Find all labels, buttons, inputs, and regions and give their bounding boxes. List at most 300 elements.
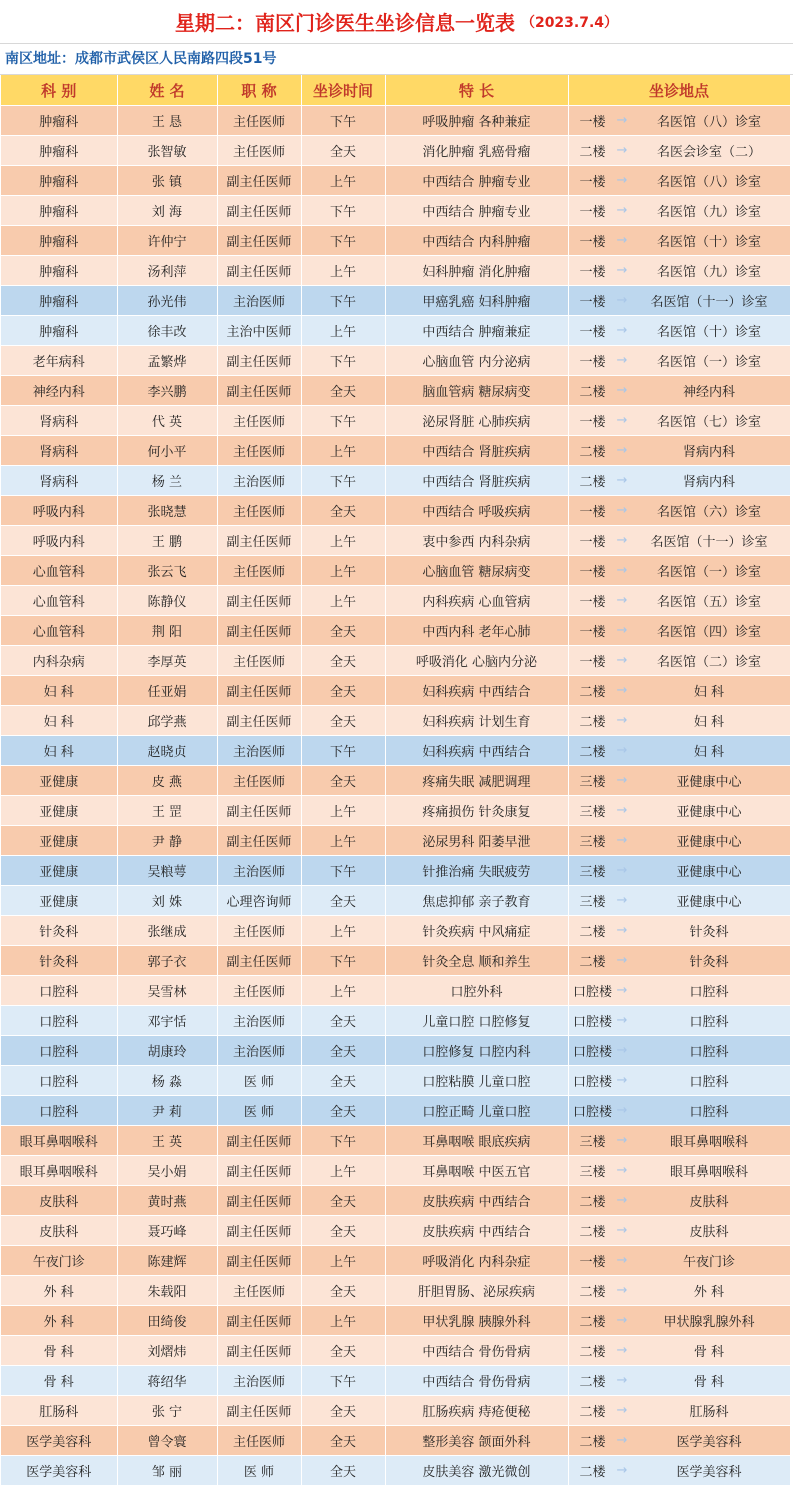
doctor-name-cell: 田绮俊 — [117, 1306, 217, 1336]
location-cell — [568, 346, 790, 376]
clinic-time-cell: 下午 — [301, 856, 385, 886]
clinic-time-cell: 全天 — [301, 496, 385, 526]
dept-cell: 心血管科 — [1, 586, 117, 616]
arrow-right-icon: → — [616, 1043, 628, 1058]
clinic-time-cell: 上午 — [301, 796, 385, 826]
location-cell — [568, 1366, 790, 1396]
floor-label: 三楼 — [579, 895, 606, 910]
dept-cell: 老年病科 — [1, 346, 117, 376]
specialty-cell: 口腔正畸 儿童口腔 — [385, 1096, 568, 1126]
room-label: 医学美容科 — [676, 1465, 742, 1480]
room-label: 名医馆（五）诊室 — [656, 595, 761, 610]
location-cell — [568, 1006, 790, 1036]
floor-label: 二楼 — [579, 955, 606, 970]
location-cell — [568, 1456, 790, 1486]
doctor-name-cell: 刘 姝 — [117, 886, 217, 916]
specialty-cell: 针推治痛 失眠疲劳 — [385, 856, 568, 886]
dept-cell: 亚健康 — [1, 766, 117, 796]
floor-label: 一楼 — [579, 325, 606, 340]
room-label: 皮肤科 — [689, 1195, 729, 1210]
specialty-cell: 妇科疾病 中西结合 — [385, 676, 568, 706]
dept-cell: 妇 科 — [1, 736, 117, 766]
dept-cell: 眼耳鼻咽喉科 — [1, 1156, 117, 1186]
room-label: 口腔科 — [689, 1045, 729, 1060]
location-cell — [568, 256, 790, 286]
room-label: 甲状腺乳腺外科 — [663, 1315, 755, 1330]
clinic-time-cell: 上午 — [301, 916, 385, 946]
room-label: 名医馆（一）诊室 — [656, 565, 761, 580]
specialty-cell: 皮肤美容 激光微创 — [385, 1456, 568, 1486]
arrow-right-icon: → — [616, 503, 628, 518]
specialty-cell: 整形美容 颌面外科 — [385, 1426, 568, 1456]
floor-label: 口腔楼 — [572, 1105, 612, 1120]
address-line: 南区地址：成都市武侯区人民南路四段51号 — [0, 44, 793, 75]
arrow-right-icon: → — [616, 563, 628, 578]
dept-cell: 口腔科 — [1, 1096, 117, 1126]
clinic-time-cell: 全天 — [301, 1096, 385, 1126]
floor-label: 一楼 — [579, 265, 606, 280]
doctor-name-cell: 吴雪林 — [117, 976, 217, 1006]
table-row — [1, 1156, 790, 1186]
specialty-cell: 肛肠疾病 痔疮便秘 — [385, 1396, 568, 1426]
header-name: 姓 名 — [117, 75, 217, 106]
doctor-name-cell: 邓宇恬 — [117, 1006, 217, 1036]
doctor-name-cell: 黄时燕 — [117, 1186, 217, 1216]
arrow-right-icon: → — [616, 773, 628, 788]
floor-label: 二楼 — [579, 1345, 606, 1360]
arrow-right-icon: → — [616, 143, 628, 158]
clinic-time-cell: 全天 — [301, 706, 385, 736]
doctor-title-cell: 医 师 — [217, 1066, 301, 1096]
doctor-title-cell: 主任医师 — [217, 646, 301, 676]
doctor-name-cell: 曾令寰 — [117, 1426, 217, 1456]
location-cell — [568, 406, 790, 436]
clinic-time-cell: 下午 — [301, 1126, 385, 1156]
specialty-cell: 耳鼻咽喉 中医五官 — [385, 1156, 568, 1186]
location-cell — [568, 1396, 790, 1426]
arrow-right-icon: → — [616, 443, 628, 458]
location-cell — [568, 1096, 790, 1126]
dept-cell: 肛肠科 — [1, 1396, 117, 1426]
schedule-table — [1, 75, 791, 1486]
doctor-name-cell: 汤利萍 — [117, 256, 217, 286]
location-cell — [568, 226, 790, 256]
arrow-right-icon: → — [616, 533, 628, 548]
location-cell — [568, 376, 790, 406]
dept-cell: 医学美容科 — [1, 1426, 117, 1456]
page-date: （2023.7.4） — [520, 14, 619, 31]
doctor-name-cell: 吴小娟 — [117, 1156, 217, 1186]
specialty-cell: 心脑血管 糖尿病变 — [385, 556, 568, 586]
arrow-right-icon: → — [616, 1223, 628, 1238]
floor-label: 三楼 — [579, 1135, 606, 1150]
dept-cell: 口腔科 — [1, 1006, 117, 1036]
table-row — [1, 256, 790, 286]
doctor-title-cell: 副主任医师 — [217, 826, 301, 856]
doctor-title-cell: 主任医师 — [217, 106, 301, 136]
clinic-time-cell: 上午 — [301, 556, 385, 586]
table-row — [1, 946, 790, 976]
floor-label: 一楼 — [579, 535, 606, 550]
clinic-time-cell: 全天 — [301, 646, 385, 676]
clinic-time-cell: 下午 — [301, 346, 385, 376]
doctor-title-cell: 副主任医师 — [217, 1216, 301, 1246]
room-label: 名医馆（四）诊室 — [656, 625, 761, 640]
doctor-name-cell: 杨 兰 — [117, 466, 217, 496]
clinic-time-cell: 全天 — [301, 1186, 385, 1216]
table-row — [1, 766, 790, 796]
floor-label: 二楼 — [579, 1465, 606, 1480]
arrow-right-icon: → — [616, 1403, 628, 1418]
location-cell — [568, 1276, 790, 1306]
location-cell — [568, 676, 790, 706]
room-label: 名医馆（一）诊室 — [656, 355, 761, 370]
clinic-time-cell: 下午 — [301, 466, 385, 496]
location-cell — [568, 286, 790, 316]
table-body — [1, 106, 790, 1486]
table-row — [1, 676, 790, 706]
clinic-time-cell: 下午 — [301, 736, 385, 766]
doctor-name-cell: 朱载阳 — [117, 1276, 217, 1306]
table-row — [1, 1066, 790, 1096]
specialty-cell: 中西内科 老年心肺 — [385, 616, 568, 646]
room-label: 肾病内科 — [682, 445, 735, 460]
clinic-time-cell: 全天 — [301, 376, 385, 406]
dept-cell: 针灸科 — [1, 916, 117, 946]
arrow-right-icon: → — [616, 1253, 628, 1268]
location-cell — [568, 1156, 790, 1186]
table-row — [1, 1366, 790, 1396]
specialty-cell: 甲癌乳癌 妇科肿瘤 — [385, 286, 568, 316]
doctor-name-cell: 李厚英 — [117, 646, 217, 676]
room-label: 妇 科 — [693, 745, 725, 760]
arrow-right-icon: → — [616, 713, 628, 728]
doctor-title-cell: 副主任医师 — [217, 256, 301, 286]
location-cell — [568, 886, 790, 916]
header-specialty: 特 长 — [385, 75, 568, 106]
clinic-time-cell: 全天 — [301, 1276, 385, 1306]
specialty-cell: 口腔外科 — [385, 976, 568, 1006]
arrow-right-icon: → — [616, 1313, 628, 1328]
header-location: 坐诊地点 — [568, 75, 790, 106]
location-cell — [568, 796, 790, 826]
dept-cell: 外 科 — [1, 1276, 117, 1306]
table-row — [1, 286, 790, 316]
table-row — [1, 1456, 790, 1486]
table-row — [1, 376, 790, 406]
table-row — [1, 796, 790, 826]
room-label: 名医馆（九）诊室 — [656, 205, 761, 220]
doctor-title-cell: 副主任医师 — [217, 1186, 301, 1216]
room-label: 亚健康中心 — [676, 895, 742, 910]
dept-cell: 内科杂病 — [1, 646, 117, 676]
arrow-right-icon: → — [616, 263, 628, 278]
room-label: 口腔科 — [689, 1075, 729, 1090]
specialty-cell: 妇科疾病 计划生育 — [385, 706, 568, 736]
clinic-time-cell: 全天 — [301, 766, 385, 796]
doctor-name-cell: 荆 阳 — [117, 616, 217, 646]
doctor-title-cell: 主治医师 — [217, 466, 301, 496]
clinic-time-cell: 上午 — [301, 526, 385, 556]
specialty-cell: 针灸全息 顺和养生 — [385, 946, 568, 976]
floor-label: 一楼 — [579, 565, 606, 580]
specialty-cell: 焦虑抑郁 亲子教育 — [385, 886, 568, 916]
doctor-name-cell: 赵晓贞 — [117, 736, 217, 766]
specialty-cell: 中西结合 肿瘤专业 — [385, 166, 568, 196]
dept-cell: 肿瘤科 — [1, 226, 117, 256]
location-cell — [568, 916, 790, 946]
location-cell — [568, 586, 790, 616]
doctor-name-cell: 刘 海 — [117, 196, 217, 226]
doctor-title-cell: 主治中医师 — [217, 316, 301, 346]
clinic-time-cell: 全天 — [301, 1216, 385, 1246]
table-row — [1, 1306, 790, 1336]
doctor-title-cell: 副主任医师 — [217, 676, 301, 706]
location-cell — [568, 316, 790, 346]
doctor-name-cell: 张智敏 — [117, 136, 217, 166]
doctor-name-cell: 徐丰改 — [117, 316, 217, 346]
table-row — [1, 736, 790, 766]
specialty-cell: 泌尿男科 阳萎早泄 — [385, 826, 568, 856]
doctor-title-cell: 副主任医师 — [217, 616, 301, 646]
floor-label: 二楼 — [579, 685, 606, 700]
floor-label: 口腔楼 — [572, 1045, 612, 1060]
floor-label: 二楼 — [579, 1435, 606, 1450]
doctor-title-cell: 主任医师 — [217, 1276, 301, 1306]
arrow-right-icon: → — [616, 863, 628, 878]
clinic-time-cell: 下午 — [301, 106, 385, 136]
location-cell — [568, 706, 790, 736]
table-row — [1, 1336, 790, 1366]
doctor-title-cell: 主任医师 — [217, 1426, 301, 1456]
location-cell — [568, 556, 790, 586]
clinic-time-cell: 全天 — [301, 1006, 385, 1036]
location-cell — [568, 106, 790, 136]
location-cell — [568, 766, 790, 796]
clinic-time-cell: 全天 — [301, 1036, 385, 1066]
doctor-name-cell: 杨 淼 — [117, 1066, 217, 1096]
floor-label: 二楼 — [579, 925, 606, 940]
doctor-title-cell: 主任医师 — [217, 556, 301, 586]
table-row — [1, 586, 790, 616]
table-row — [1, 1126, 790, 1156]
specialty-cell: 口腔粘膜 儿童口腔 — [385, 1066, 568, 1096]
floor-label: 二楼 — [579, 1285, 606, 1300]
room-label: 亚健康中心 — [676, 775, 742, 790]
specialty-cell: 妇科疾病 中西结合 — [385, 736, 568, 766]
floor-label: 三楼 — [579, 1165, 606, 1180]
specialty-cell: 呼吸消化 心脑内分泌 — [385, 646, 568, 676]
dept-cell: 肿瘤科 — [1, 136, 117, 166]
page-title: 星期二：南区门诊医生坐诊信息一览表 — [174, 11, 515, 35]
doctor-name-cell: 许仲宁 — [117, 226, 217, 256]
table-row — [1, 1246, 790, 1276]
doctor-title-cell: 副主任医师 — [217, 1246, 301, 1276]
specialty-cell: 中西结合 肿瘤专业 — [385, 196, 568, 226]
doctor-title-cell: 医 师 — [217, 1456, 301, 1486]
doctor-name-cell: 王 恳 — [117, 106, 217, 136]
doctor-name-cell: 陈建辉 — [117, 1246, 217, 1276]
doctor-title-cell: 主治医师 — [217, 1366, 301, 1396]
doctor-name-cell: 陈静仪 — [117, 586, 217, 616]
room-label: 神经内科 — [682, 385, 735, 400]
specialty-cell: 呼吸消化 内科杂症 — [385, 1246, 568, 1276]
specialty-cell: 针灸疾病 中风痛症 — [385, 916, 568, 946]
table-row — [1, 616, 790, 646]
room-label: 名医馆（八）诊室 — [656, 175, 761, 190]
specialty-cell: 泌尿肾脏 心肺疾病 — [385, 406, 568, 436]
clinic-time-cell: 全天 — [301, 886, 385, 916]
table-row — [1, 166, 790, 196]
table-row — [1, 916, 790, 946]
table-row — [1, 196, 790, 226]
clinic-time-cell: 全天 — [301, 1396, 385, 1426]
room-label: 名医馆（九）诊室 — [656, 265, 761, 280]
room-label: 肛肠科 — [689, 1405, 729, 1420]
floor-label: 二楼 — [579, 1225, 606, 1240]
floor-label: 一楼 — [579, 115, 606, 130]
room-label: 口腔科 — [689, 1015, 729, 1030]
room-label: 名医馆（十一）诊室 — [650, 295, 768, 310]
location-cell — [568, 1426, 790, 1456]
specialty-cell: 中西结合 内科肿瘤 — [385, 226, 568, 256]
table-row — [1, 706, 790, 736]
specialty-cell: 消化肿瘤 乳癌骨瘤 — [385, 136, 568, 166]
dept-cell: 皮肤科 — [1, 1216, 117, 1246]
doctor-title-cell: 医 师 — [217, 1096, 301, 1126]
floor-label: 一楼 — [579, 625, 606, 640]
doctor-name-cell: 皮 燕 — [117, 766, 217, 796]
table-row — [1, 316, 790, 346]
doctor-title-cell: 主治医师 — [217, 856, 301, 886]
floor-label: 二楼 — [579, 445, 606, 460]
doctor-name-cell: 吴粮萼 — [117, 856, 217, 886]
dept-cell: 亚健康 — [1, 856, 117, 886]
specialty-cell: 呼吸肿瘤 各种兼症 — [385, 106, 568, 136]
dept-cell: 心血管科 — [1, 556, 117, 586]
clinic-time-cell: 上午 — [301, 1246, 385, 1276]
doctor-name-cell: 李兴鹏 — [117, 376, 217, 406]
specialty-cell: 中西结合 肾脏疾病 — [385, 436, 568, 466]
location-cell — [568, 1216, 790, 1246]
arrow-right-icon: → — [616, 803, 628, 818]
floor-label: 一楼 — [579, 295, 606, 310]
location-cell — [568, 1336, 790, 1366]
location-cell — [568, 646, 790, 676]
room-label: 午夜门诊 — [682, 1255, 735, 1270]
table-row — [1, 976, 790, 1006]
room-label: 名医馆（十一）诊室 — [650, 535, 768, 550]
dept-cell: 肿瘤科 — [1, 196, 117, 226]
doctor-title-cell: 副主任医师 — [217, 346, 301, 376]
doctor-name-cell: 胡康玲 — [117, 1036, 217, 1066]
location-cell — [568, 826, 790, 856]
room-label: 骨 科 — [693, 1375, 725, 1390]
clinic-time-cell: 全天 — [301, 1066, 385, 1096]
location-cell — [568, 1306, 790, 1336]
table-row — [1, 1216, 790, 1246]
doctor-name-cell: 刘熠炜 — [117, 1336, 217, 1366]
table-row — [1, 886, 790, 916]
page-title-bar — [0, 0, 793, 44]
room-label: 亚健康中心 — [676, 805, 742, 820]
room-label: 亚健康中心 — [676, 835, 742, 850]
doctor-title-cell: 副主任医师 — [217, 1156, 301, 1186]
specialty-cell: 肝胆胃肠、泌尿疾病 — [385, 1276, 568, 1306]
doctor-name-cell: 蒋绍华 — [117, 1366, 217, 1396]
table-row — [1, 406, 790, 436]
dept-cell: 骨 科 — [1, 1336, 117, 1366]
specialty-cell: 口腔修复 口腔内科 — [385, 1036, 568, 1066]
doctor-title-cell: 副主任医师 — [217, 706, 301, 736]
room-label: 名医馆（十）诊室 — [656, 325, 761, 340]
arrow-right-icon: → — [616, 1463, 628, 1478]
room-label: 名医馆（十）诊室 — [656, 235, 761, 250]
table-row — [1, 1186, 790, 1216]
doctor-title-cell: 副主任医师 — [217, 376, 301, 406]
table-row — [1, 436, 790, 466]
arrow-right-icon: → — [616, 983, 628, 998]
dept-cell: 呼吸内科 — [1, 496, 117, 526]
specialty-cell: 皮肤疾病 中西结合 — [385, 1216, 568, 1246]
room-label: 口腔科 — [689, 985, 729, 1000]
clinic-time-cell: 下午 — [301, 946, 385, 976]
clinic-time-cell: 下午 — [301, 196, 385, 226]
doctor-name-cell: 王 鹏 — [117, 526, 217, 556]
specialty-cell: 心脑血管 内分泌病 — [385, 346, 568, 376]
arrow-right-icon: → — [616, 1073, 628, 1088]
clinic-time-cell: 上午 — [301, 256, 385, 286]
doctor-title-cell: 主任医师 — [217, 916, 301, 946]
arrow-right-icon: → — [616, 1283, 628, 1298]
arrow-right-icon: → — [616, 1343, 628, 1358]
doctor-title-cell: 副主任医师 — [217, 1126, 301, 1156]
room-label: 口腔科 — [689, 1105, 729, 1120]
dept-cell: 午夜门诊 — [1, 1246, 117, 1276]
floor-label: 二楼 — [579, 1375, 606, 1390]
specialty-cell: 疼痛损伤 针灸康复 — [385, 796, 568, 826]
doctor-title-cell: 副主任医师 — [217, 796, 301, 826]
header-title: 职 称 — [217, 75, 301, 106]
floor-label: 一楼 — [579, 595, 606, 610]
table-row — [1, 106, 790, 136]
specialty-cell: 中西结合 骨伤骨病 — [385, 1336, 568, 1366]
floor-label: 一楼 — [579, 355, 606, 370]
clinic-time-cell: 上午 — [301, 976, 385, 1006]
clinic-time-cell: 上午 — [301, 1306, 385, 1336]
arrow-right-icon: → — [616, 1013, 628, 1028]
doctor-title-cell: 副主任医师 — [217, 226, 301, 256]
floor-label: 二楼 — [579, 1195, 606, 1210]
specialty-cell: 中西结合 骨伤骨病 — [385, 1366, 568, 1396]
dept-cell: 妇 科 — [1, 706, 117, 736]
arrow-right-icon: → — [616, 473, 628, 488]
room-label: 骨 科 — [693, 1345, 725, 1360]
floor-label: 一楼 — [579, 505, 606, 520]
doctor-title-cell: 副主任医师 — [217, 586, 301, 616]
doctor-title-cell: 心理咨询师 — [217, 886, 301, 916]
specialty-cell: 甲状乳腺 胰腺外科 — [385, 1306, 568, 1336]
specialty-cell: 耳鼻咽喉 眼底疾病 — [385, 1126, 568, 1156]
table-row — [1, 1396, 790, 1426]
floor-label: 三楼 — [579, 865, 606, 880]
location-cell — [568, 1066, 790, 1096]
clinic-time-cell: 上午 — [301, 826, 385, 856]
arrow-right-icon: → — [616, 413, 628, 428]
location-cell — [568, 616, 790, 646]
doctor-title-cell: 主治医师 — [217, 286, 301, 316]
doctor-title-cell: 主任医师 — [217, 436, 301, 466]
